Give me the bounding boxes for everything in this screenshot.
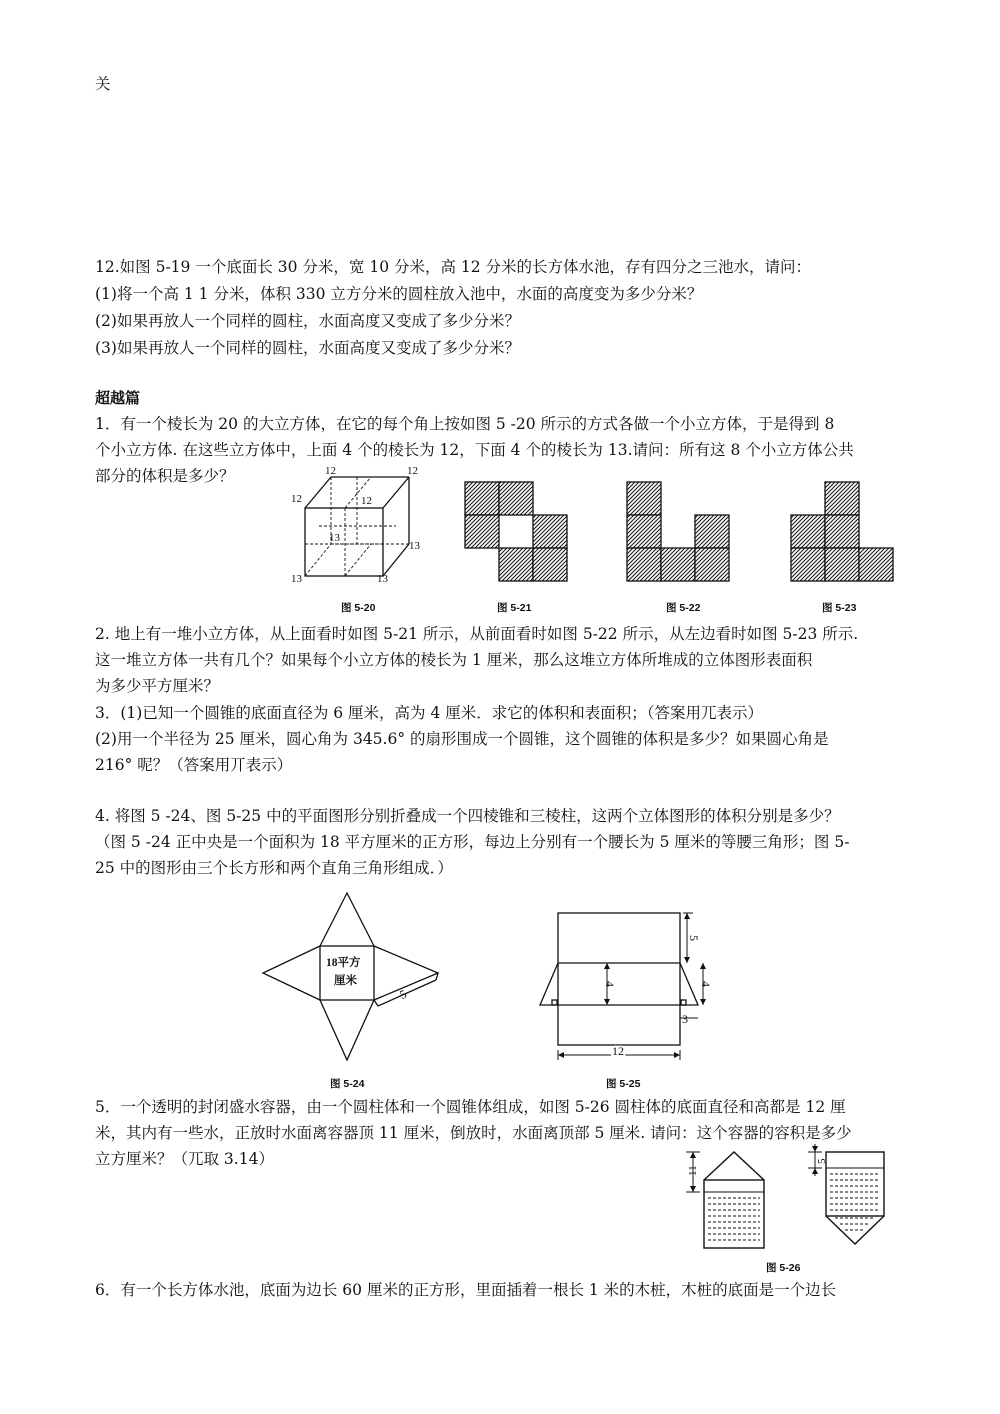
figure-5-21: [463, 480, 573, 584]
fig524-side-label: 5: [397, 986, 409, 1003]
caption-5-22: 图 5-22: [666, 602, 701, 614]
fig524-center-line-2: 厘米: [334, 975, 357, 987]
caption-5-20: 图 5-20: [341, 602, 376, 614]
q1-line-3: 部分的体积是多少？: [95, 467, 235, 485]
fig520-label-left: 12: [291, 493, 302, 505]
fig526-label-5: 5: [816, 1158, 828, 1164]
top-character: 关: [95, 75, 111, 93]
caption-5-23: 图 5-23: [822, 602, 857, 614]
caption-5-24: 图 5-24: [330, 1078, 365, 1090]
fig525-dim-4-outer: 4: [699, 981, 713, 987]
fig520-label-top-left: 12: [325, 465, 336, 477]
q4-line-1: 4. 将图 5 -24、图 5-25 中的平面图形分别折叠成一个四棱锥和三棱柱，这两个立体图形的体积分别是多少？: [95, 807, 840, 825]
q2-line-2: 这一堆立方体一共有几个？如果每个小立方体的棱长为 1 厘米，那么这堆立方体所堆成的立体图形表面积: [95, 651, 813, 669]
q12-line-4: (3)如果再放人一个同样的圆柱，水面高度又变成了多少分米？: [95, 339, 520, 357]
section-title: 超越篇: [95, 389, 141, 407]
q5-line-3: 立方厘米？（兀取 3.14）: [95, 1150, 274, 1168]
q3-line-2: (2)用一个半径为 25 厘米，圆心角为 345.6° 的扇形围成一个圆锥，这个圆锥的体积是多少？如果圆心角是: [95, 730, 829, 748]
fig520-label-top-right: 12: [407, 465, 418, 477]
fig525-dim-4-inner: 4: [603, 981, 617, 987]
fig525-dim-5: 5: [687, 935, 701, 941]
q12-line-2: (1)将一个高 1 1 分米，体积 330 立方分米的圆柱放入池中，水面的高度变为多少分米？: [95, 285, 703, 303]
q3-line-1: 3．(1)已知一个圆锥的底面直径为 6 厘米，高为 4 厘米．求它的体积和表面积；（答案用兀表示）: [95, 704, 764, 722]
q4-line-3: 25 中的图形由三个长方形和两个直角三角形组成．）: [95, 859, 453, 877]
caption-5-26: 图 5-26: [766, 1262, 801, 1274]
figure-5-23: [789, 480, 899, 584]
figure-5-22: [625, 480, 735, 584]
fig520-label-bottom-left: 13: [291, 573, 302, 585]
q12-line-3: (2)如果再放人一个同样的圆柱，水面高度又变成了多少分米？: [95, 312, 520, 330]
fig525-dim-3: 3: [682, 1012, 688, 1026]
q1-line-2: 个小立方体. 在这些立方体中，上面 4 个的棱长为 12，下面 4 个的棱长为 13.请问：所有这 8 个小立方体公共: [95, 441, 854, 459]
fig525-dim-12: 12: [612, 1044, 624, 1058]
q6-line-1: 6．有一个长方体水池，底面为边长 60 厘米的正方形，里面插着一根长 1 米的木桩，木桩的底面是一个边长: [95, 1281, 837, 1299]
fig520-label-inner: 13: [329, 532, 340, 544]
q2-line-1: 2. 地上有一堆小立方体，从上面看时如图 5-21 所示，从前面看时如图 5-22 所示，从左边看时如图 5-23 所示.: [95, 625, 859, 643]
fig520-label-center: 12: [361, 495, 372, 507]
figure-5-20: [285, 464, 435, 589]
q2-line-3: 为多少平方厘米？: [95, 677, 220, 695]
fig524-center-line-1: 18平方: [326, 957, 361, 969]
q12-line-1: 12.如图 5-19 一个底面长 30 分米，宽 10 分米，高 12 分米的长方体水池，存有四分之三池水，请问：: [95, 258, 812, 276]
fig520-label-right: 13: [409, 540, 420, 552]
q3-line-3: 216° 呢？（答案用丌表示）: [95, 756, 293, 774]
caption-5-21: 图 5-21: [497, 602, 532, 614]
caption-5-25: 图 5-25: [606, 1078, 641, 1090]
figure-5-26: [680, 1140, 890, 1252]
q1-line-1: 1．有一个棱长为 20 的大立方体，在它的每个角上按如图 5 -20 所示的方式各做一个小立方体，于是得到 8: [95, 415, 835, 433]
q4-line-2: （图 5 -24 正中央是一个面积为 18 平方厘米的正方形，每边上分别有一个腰长为 5 厘米的等腰三角形；图 5-: [95, 833, 850, 851]
fig526-label-11: 11: [687, 1165, 699, 1176]
figure-5-24: [258, 888, 448, 1066]
q5-line-2: 米，其内有一些水，正放时水面离容器顶 11 厘米，倒放时，水面离顶部 5 厘米. 请问：这个容器的容积是多少: [95, 1124, 852, 1142]
figure-5-25: [535, 908, 720, 1068]
fig520-label-bottom-right: 13: [377, 573, 388, 585]
q5-line-1: 5．一个透明的封闭盛水容器，由一个圆柱体和一个圆锥体组成，如图 5-26 圆柱体的底面直径和高都是 12 厘: [95, 1098, 846, 1116]
